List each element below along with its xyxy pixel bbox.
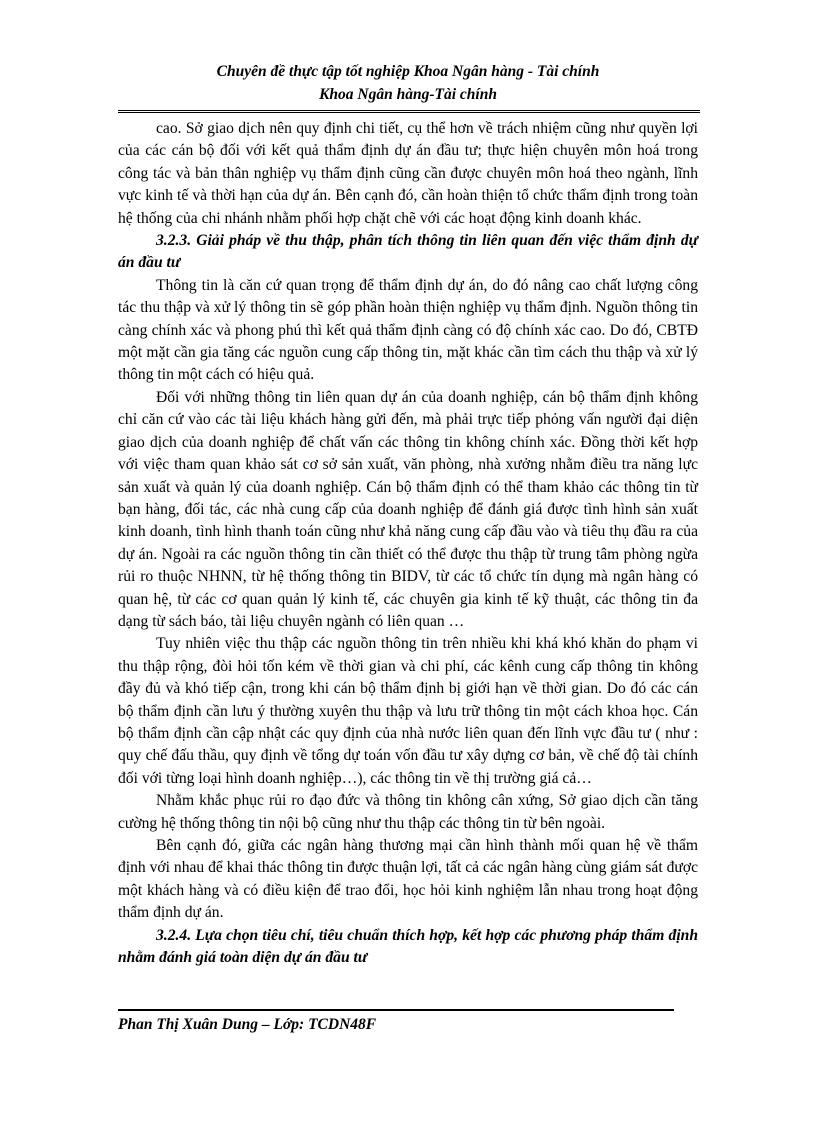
paragraph: Thông tin là căn cứ quan trọng để thẩm định dự án, do đó nâng cao chất lượng công tác thu thập và xử lý thông tin sẽ góp phần hoàn thiện nghiệp vụ thẩm định. Nguồn thông tin càng chính xác và phong phú thì kết quả thẩm định càng có độ chính xác cao. Do đó, CBTĐ một mặt cần gia tăng các nguồn cung cấp thông tin, mặt khác cần tìm cách thu thập và xử lý thông tin một cách có hiệu quả.	[118, 276, 698, 384]
paragraph: Đối với những thông tin liên quan dự án của doanh nghiệp, cán bộ thẩm định không chỉ căn cứ vào các tài liệu khách hàng gửi đến, mà phải trực tiếp phỏng vấn người đại diện giao dịch của doanh nghiệp để chất vấn các thông tin không chính xác. Đồng thời kết hợp với việc tham quan khảo sát cơ sở sản xuất, văn phòng, nhà xưởng nhằm điều tra năng lực sản xuất và quản lý của doanh nghiệp. Cán bộ thẩm định có thể tham khảo các thông tin từ bạn hàng, đối tác, các nhà cung cấp của doanh nghiệp để đánh giá được tình hình sản xuất kinh doanh, tình hình thanh toán cũng như khả năng cung cấp đầu vào và tiêu thụ đầu ra của dự án. Ngoài ra các nguồn thông tin cần thiết có thể được thu thập từ trung tâm phòng ngừa rủi ro thuộc NHNN, từ hệ thống thông tin BIDV, từ các tổ chức tín dụng mà ngân hàng có quan hệ, từ các cơ quan quản lý kinh tế, các chuyên gia kinh tế kỹ thuật, các thông tin đa dạng từ sách báo, tài liệu chuyên ngành có liên quan …	[118, 388, 698, 630]
page-header	[118, 60, 698, 106]
paragraph: Bên cạnh đó, giữa các ngân hàng thương mại cần hình thành mối quan hệ về thẩm định với nhau để khai thác thông tin được thuận lợi, tất cả các ngân hàng cùng giám sát được một khách hàng và có điều kiện để trao đổi, học hỏi kinh nghiệm lẫn nhau trong hoạt động thẩm định dự án.	[118, 837, 698, 922]
page-footer: Phan Thị Xuân Dung – Lớp: TCDN48F	[118, 1016, 377, 1033]
document-body	[118, 118, 698, 969]
header-divider	[118, 110, 700, 113]
header-title: Chuyên đề thực tập tốt nghiệp Khoa Ngân hàng - Tài chính	[216, 63, 600, 80]
footer-divider	[118, 1009, 674, 1011]
paragraph-continued: cao. Sở giao dịch nên quy định chi tiết, cụ thể hơn về trách nhiệm cũng như quyền lợi của các cán bộ đối với kết quả thẩm định dự án đầu tư; thực hiện chuyên môn hoá trong công tác và bản thân nghiệp vụ thẩm định cũng cần được chuyên môn hoá theo ngành, lĩnh vực kinh tế và thời hạn của dự án. Bên cạnh đó, cần hoàn thiện tổ chức thẩm định trong toàn hệ thống của chi nhánh nhằm phối hợp chặt chẽ với các hoạt động kinh doanh khác.	[118, 120, 698, 227]
paragraph: Tuy nhiên việc thu thập các nguồn thông tin trên nhiều khi khá khó khăn do phạm vi thu thập rộng, đòi hỏi tốn kém về thời gian và chi phí, các kênh cung cấp thông tin không đầy đủ và khó tiếp cận, trong khi cán bộ thẩm định bị giới hạn về thời gian. Do đó các cán bộ thẩm định cần lưu ý thường xuyên thu thập và lưu trữ thông tin một cách khoa học. Cán bộ thẩm định cần cập nhật các quy định của nhà nước liên quan đến lĩnh vực đầu tư ( như : quy chế đấu thầu, quy định về tổng dự toán vốn đầu tư xây dựng cơ bản, về chế độ tài chính đối với từng loại hình doanh nghiệp…), các thông tin về thị trường giá cả…	[118, 635, 698, 787]
section-heading-3-2-3: 3.2.3. Giải pháp về thu thập, phân tích thông tin liên quan đến việc thẩm định dự án đầu tư	[118, 232, 698, 272]
paragraph: Nhằm khắc phục rủi ro đạo đức và thông tin không cân xứng, Sở giao dịch cần tăng cường hệ thống thông tin nội bộ cũng như thu thập các thông tin từ bên ngoài.	[118, 792, 698, 832]
header-subtitle: Khoa Ngân hàng-Tài chính	[319, 86, 497, 103]
section-heading-3-2-4: 3.2.4. Lựa chọn tiêu chí, tiêu chuẩn thích hợp, kết hợp các phương pháp thẩm định nhằm đánh giá toàn diện dự án đầu tư	[118, 926, 698, 967]
